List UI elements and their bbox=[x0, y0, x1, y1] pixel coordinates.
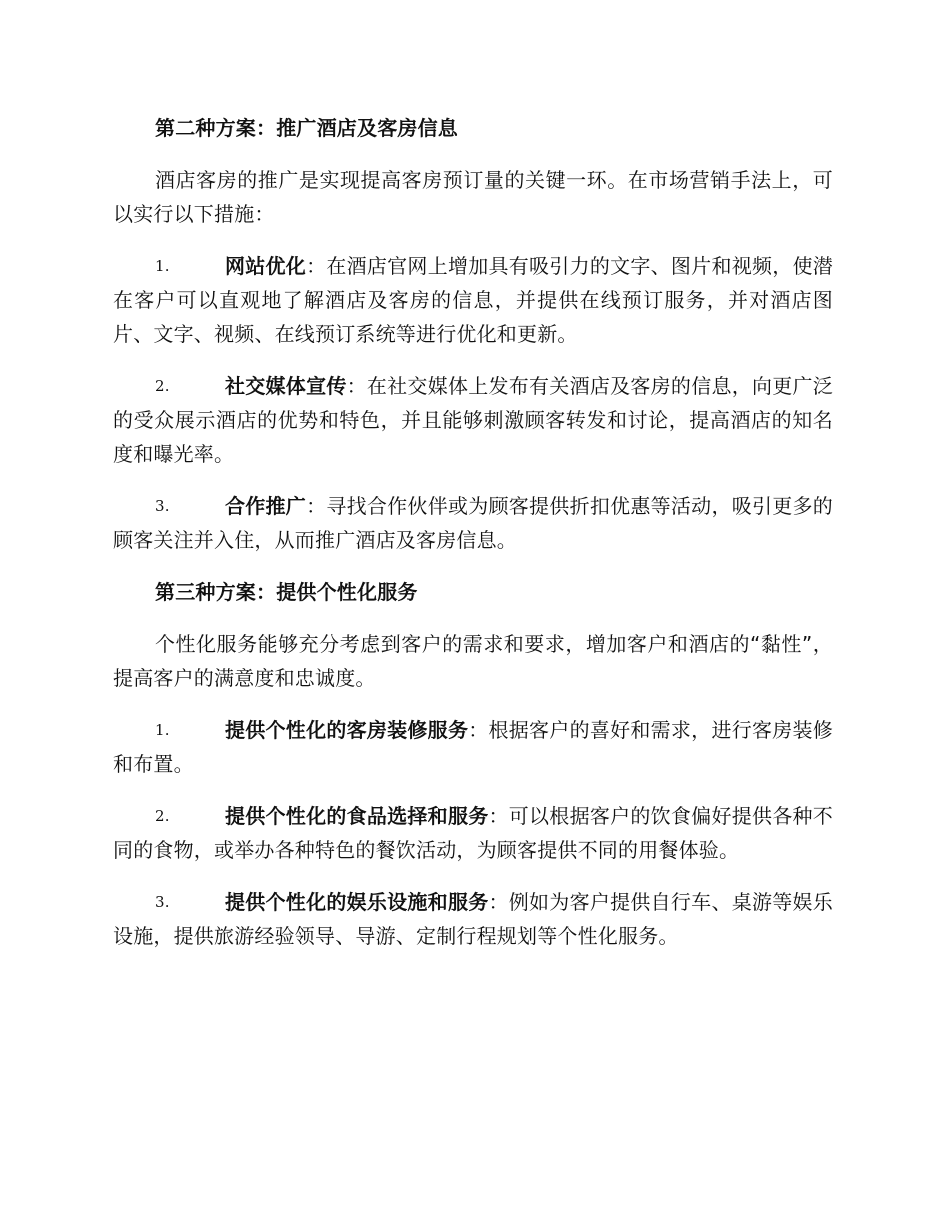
list-item bbox=[113, 799, 833, 867]
section-heading-2: 第二种方案：推广酒店及客房信息 bbox=[155, 116, 458, 140]
list-item-text: ：在酒店官网上增加具有吸引力的文字、图片和视频，使潜在客户可以直观地了解酒店及客房的信息，并提供在线预订服务，并对酒店图片、文字、视频、在线预订系统等进行优化和更新。 bbox=[113, 254, 833, 346]
section-intro-3: 个性化服务能够充分考虑到客户的需求和要求，增加客户和酒店的“黏性”，提高客户的满意度和忠诚度。 bbox=[113, 632, 833, 690]
list-number: 2. bbox=[155, 377, 170, 395]
list-item bbox=[113, 713, 833, 781]
list-item bbox=[113, 369, 833, 471]
list-item-title: 网站优化 bbox=[225, 254, 307, 278]
list-item-title: 提供个性化的食品选择和服务 bbox=[225, 804, 489, 828]
list-number: 3. bbox=[155, 893, 170, 911]
list-item-text: ：寻找合作伙伴或为顾客提供折扣优惠等活动，吸引更多的顾客关注并入住，从而推广酒店及客房信息。 bbox=[113, 494, 833, 552]
list-item bbox=[113, 249, 833, 351]
list-item-title: 合作推广 bbox=[225, 494, 307, 518]
list-item-title: 社交媒体宣传 bbox=[225, 374, 347, 398]
section-intro-2: 酒店客房的推广是实现提高客房预订量的关键一环。在市场营销手法上，可以实行以下措施： bbox=[113, 168, 833, 226]
list-number: 1. bbox=[155, 257, 170, 275]
list-item-text: ：根据客户的喜好和需求，进行客房装修和布置。 bbox=[113, 718, 833, 776]
document-content bbox=[113, 111, 833, 971]
list-item-title: 提供个性化的娱乐设施和服务 bbox=[225, 890, 489, 914]
section-heading-3: 第三种方案：提供个性化服务 bbox=[155, 580, 418, 604]
list-item-text: ：可以根据客户的饮食偏好提供各种不同的食物，或举办各种特色的餐饮活动，为顾客提供不同的用餐体验。 bbox=[113, 804, 833, 862]
list-item-title: 提供个性化的客房装修服务 bbox=[225, 718, 469, 742]
list-item bbox=[113, 489, 833, 557]
list-number: 3. bbox=[155, 497, 170, 515]
list-item-text: ：例如为客户提供自行车、桌游等娱乐设施，提供旅游经验领导、导游、定制行程规划等个性化服务。 bbox=[113, 890, 833, 948]
list-item bbox=[113, 885, 833, 953]
list-item-text: ：在社交媒体上发布有关酒店及客房的信息，向更广泛的受众展示酒店的优势和特色，并且能够刺激顾客转发和讨论，提高酒店的知名度和曝光率。 bbox=[113, 374, 833, 466]
list-number: 1. bbox=[155, 721, 170, 739]
list-number: 2. bbox=[155, 807, 170, 825]
